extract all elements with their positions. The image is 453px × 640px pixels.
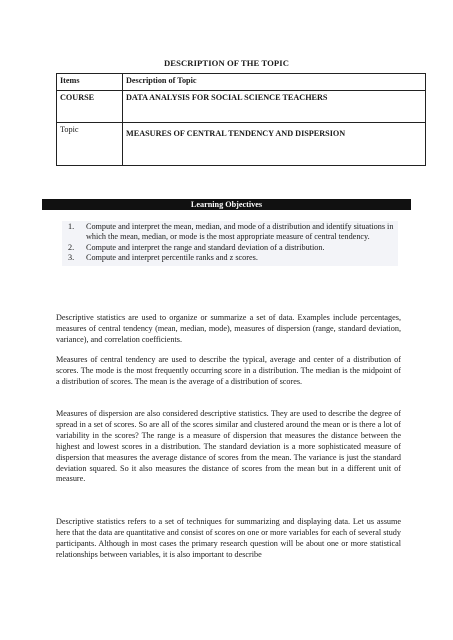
list-item-number: 2. <box>68 242 75 252</box>
table-row-course <box>57 91 426 123</box>
list-item <box>62 253 398 263</box>
table-header-row <box>57 74 426 91</box>
list-item <box>62 222 398 243</box>
list-item-text: Compute and interpret the range and standard deviation of a distribution. <box>86 242 325 252</box>
topic-value: MEASURES OF CENTRAL TENDENCY AND DISPERSION <box>126 129 346 138</box>
header-description: Description of Topic <box>123 74 426 91</box>
paragraph-descriptive-statistics: Descriptive statistics are used to organize or summarize a set of data. Examples include percentages, measures of central tendency (mean, median, mode), measures of dispersion (range, standard deviation, variance), and correlation coefficients. <box>56 313 401 344</box>
page-title: DESCRIPTION OF THE TOPIC <box>163 58 290 68</box>
course-value: DATA ANALYSIS FOR SOCIAL SCIENCE TEACHERS <box>123 91 426 123</box>
list-item <box>62 243 398 253</box>
paragraph-summarizing-data: Descriptive statistics refers to a set of techniques for summarizing and displaying data. Let us assume here that the data are quantitative and consist of scores on one or more variables for each of several study participants. Although in most cases the primary research question will be about one or more statistical relationships between variables, it is also important to describe <box>56 517 401 559</box>
list-item-text: Compute and interpret the mean, median, and mode of a distribution and identify situations in which the mean, median, or mode is the most appropriate measure of central tendency. <box>86 222 394 242</box>
topic-description-table <box>56 73 426 166</box>
learning-objectives-heading: Learning Objectives <box>42 199 411 210</box>
topic-label: Topic <box>57 123 123 166</box>
learning-objectives-list <box>62 221 398 266</box>
list-item-text: Compute and interpret percentile ranks and z scores. <box>86 253 258 263</box>
topic-value-cell <box>123 123 426 166</box>
paragraph-central-tendency: Measures of central tendency are used to describe the typical, average and center of a distribution of scores. The mode is the most frequently occurring score in a distribution. The median is the midpoint of a distribution of scores. The mean is the average of a distribution of scores. <box>56 355 401 386</box>
paragraph-dispersion: Measures of dispersion are also considered descriptive statistics. They are used to describe the degree of spread in a set of scores. So are all of the scores similar and clustered around the mean or is there a lot of variability in the scores? The range is a measure of dispersion that measures the distance between the highest and lowest scores in a distribution. The standard deviation is a more sophisticated measure of dispersion that measures the average distance of scores from the mean. The variance is just the standard deviation squared. So it also measures the distance of scores from the mean but in a different unit of measure. <box>56 409 401 484</box>
list-item-number: 3. <box>68 253 75 263</box>
table-row-topic <box>57 123 426 166</box>
course-label: COURSE <box>57 91 123 123</box>
header-items: Items <box>57 74 123 91</box>
list-item-number: 1. <box>68 222 75 231</box>
